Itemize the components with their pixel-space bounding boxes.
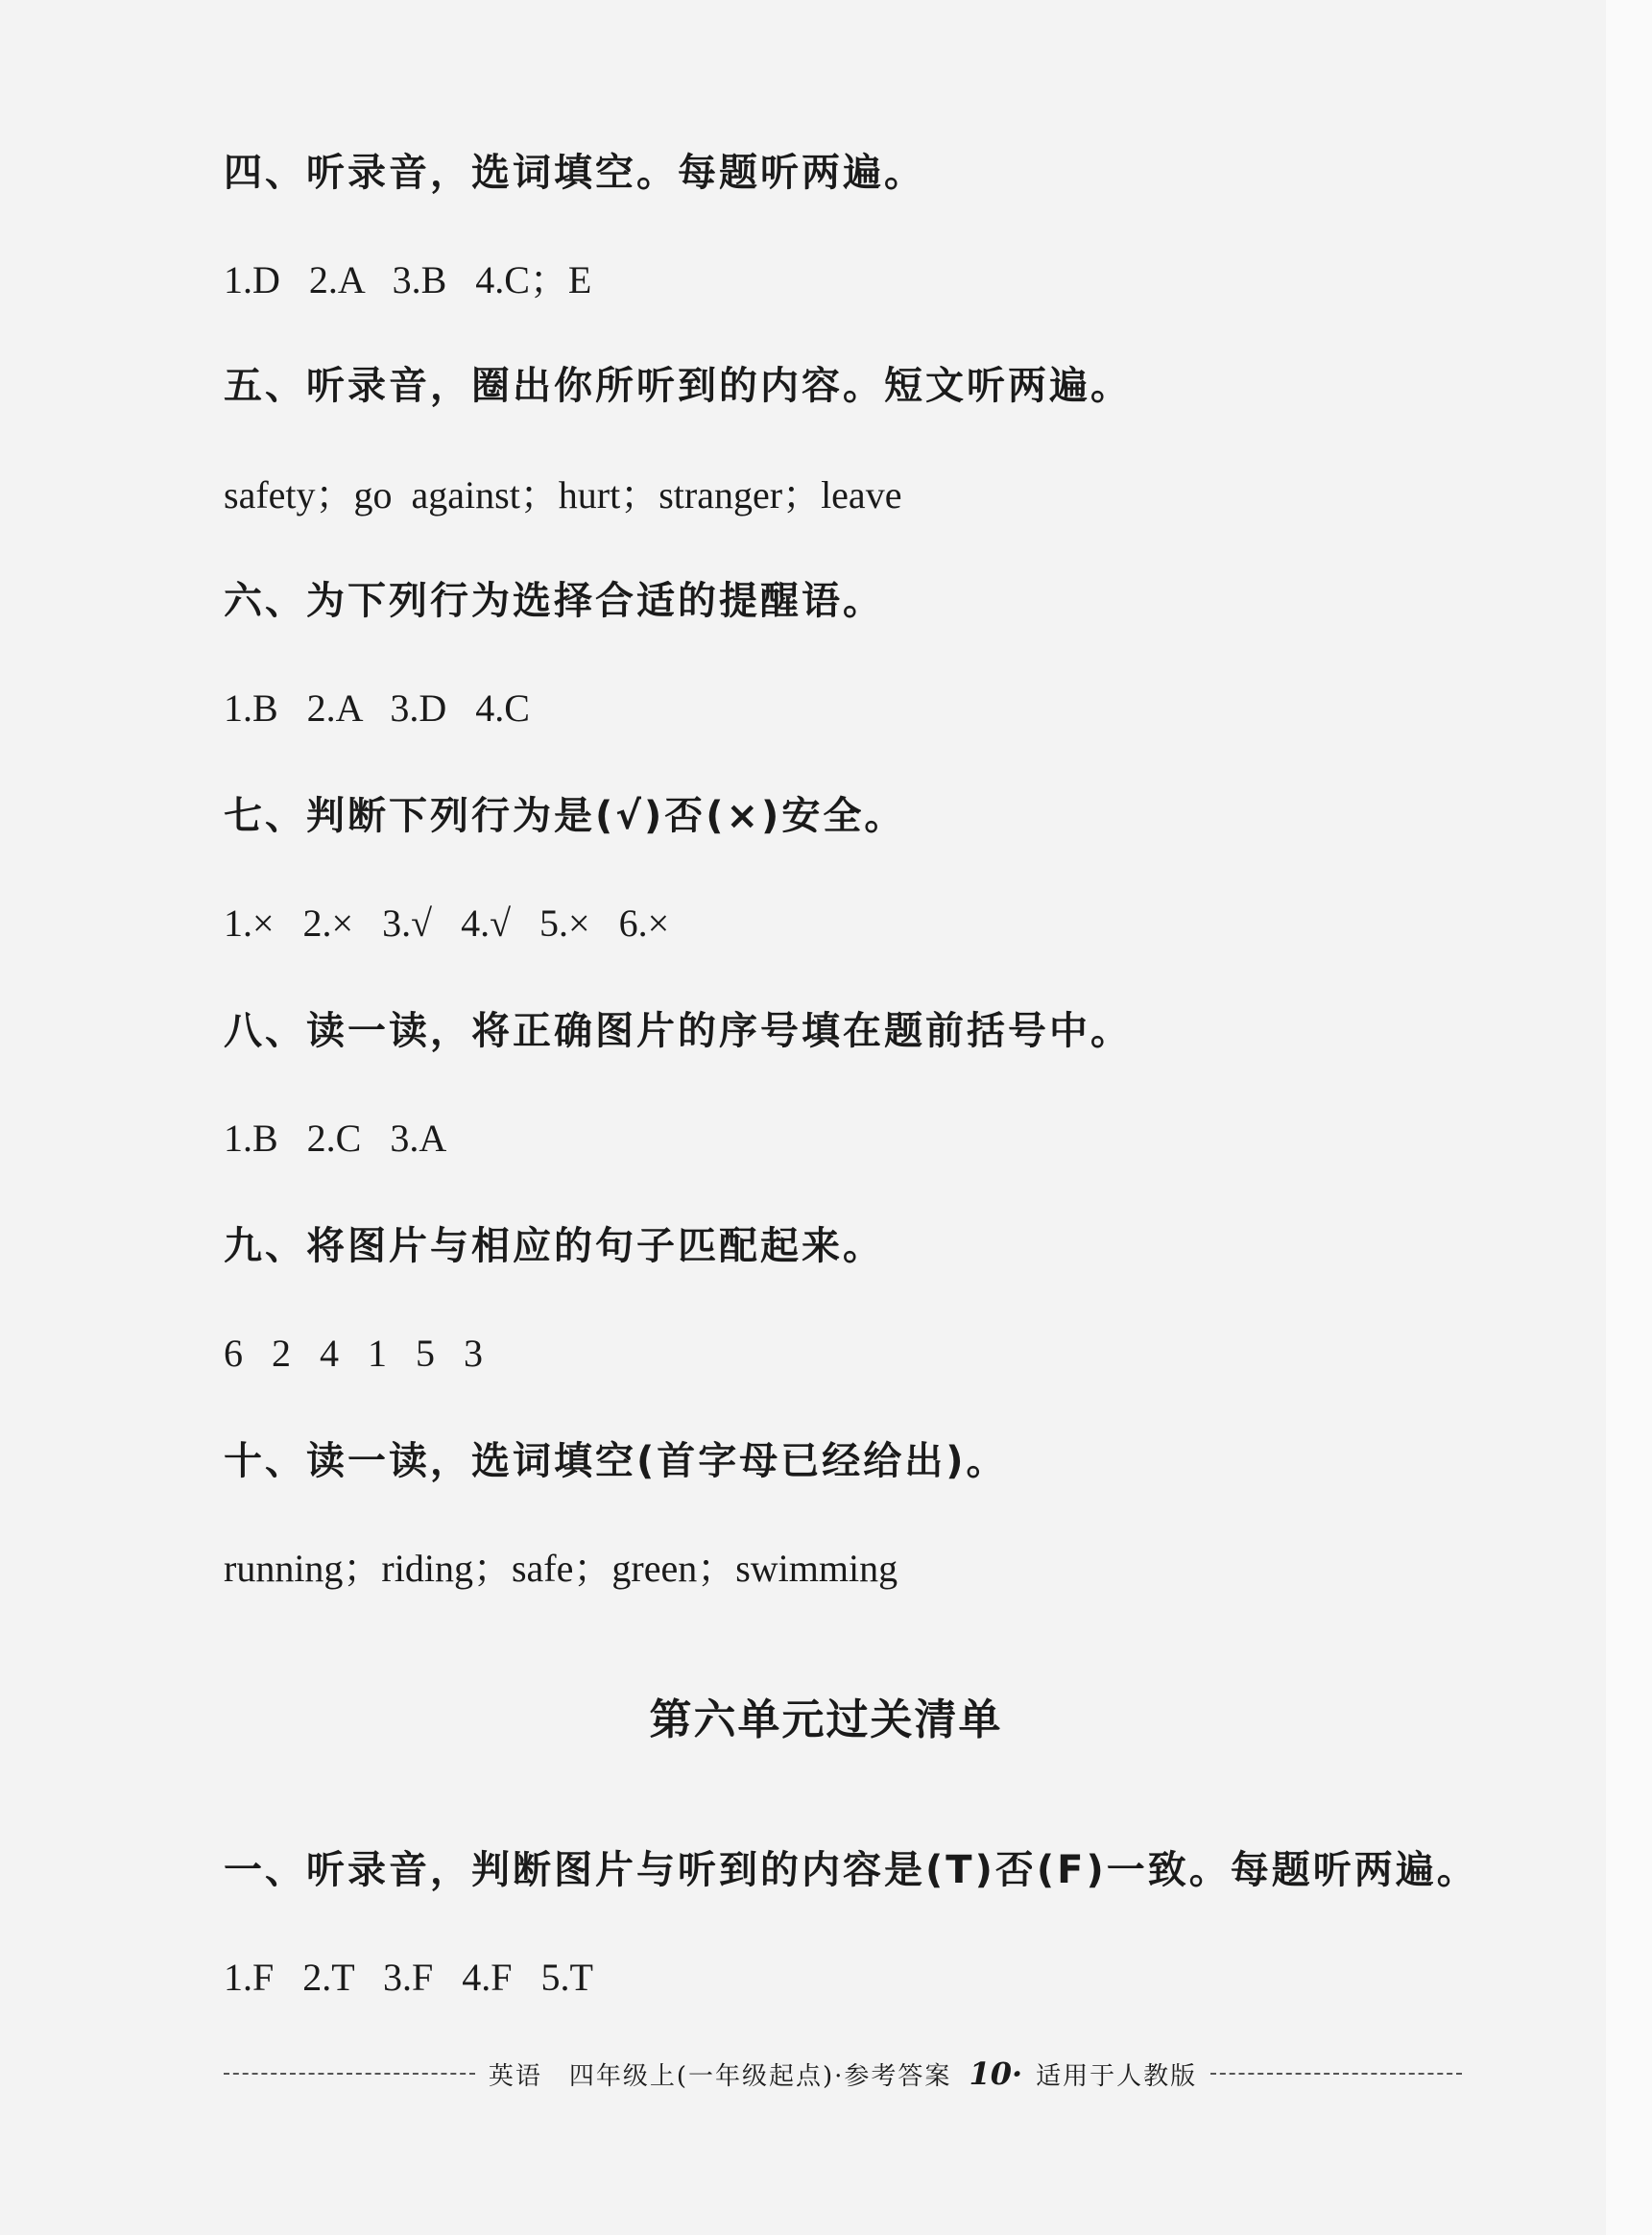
section-heading-4: 四、听录音，选词填空。每题听两遍。 <box>224 151 925 195</box>
section-answer-9: 6 2 4 1 5 3 <box>224 1332 483 1375</box>
page-footer <box>224 2055 1462 2093</box>
unit-section-heading-1: 一、听录音，判断图片与听到的内容是(T)否(F)一致。每题听两遍。 <box>224 1848 1478 1892</box>
unit-title: 第六单元过关清单 <box>649 1695 1003 1744</box>
section-heading-5: 五、听录音，圈出你所听到的内容。短文听两遍。 <box>224 364 1132 408</box>
footer-divider-left <box>224 2073 475 2075</box>
section-heading-6: 六、为下列行为选择合适的提醒语。 <box>224 579 884 623</box>
footer-divider-right <box>1210 2073 1462 2075</box>
section-answer-5: safety；go against；hurt；stranger；leave <box>224 473 902 517</box>
footer-subject-info: 英语 四年级上(一年级起点)·参考答案 <box>488 2061 952 2091</box>
section-answer-10: running；riding；safe；green；swimming <box>224 1547 898 1590</box>
page-edge <box>1606 0 1652 2235</box>
section-heading-9: 九、将图片与相应的句子匹配起来。 <box>224 1224 884 1268</box>
section-answer-4: 1.D 2.A 3.B 4.C；E <box>224 258 592 301</box>
section-answer-6: 1.B 2.A 3.D 4.C <box>224 686 530 730</box>
section-answer-8: 1.B 2.C 3.A <box>224 1117 447 1160</box>
section-heading-7: 七、判断下列行为是(√)否(×)安全。 <box>224 794 906 838</box>
section-answer-7: 1.× 2.× 3.√ 4.√ 5.× 6.× <box>224 901 670 945</box>
footer-edition: 适用于人教版 <box>1036 2061 1198 2091</box>
section-heading-10: 十、读一读，选词填空(首字母已经给出)。 <box>224 1439 1008 1483</box>
footer-page-number: 10· <box>969 2055 1023 2092</box>
section-heading-8: 八、读一读，将正确图片的序号填在题前括号中。 <box>224 1009 1132 1053</box>
unit-section-answer-1: 1.F 2.T 3.F 4.F 5.T <box>224 1956 593 1999</box>
